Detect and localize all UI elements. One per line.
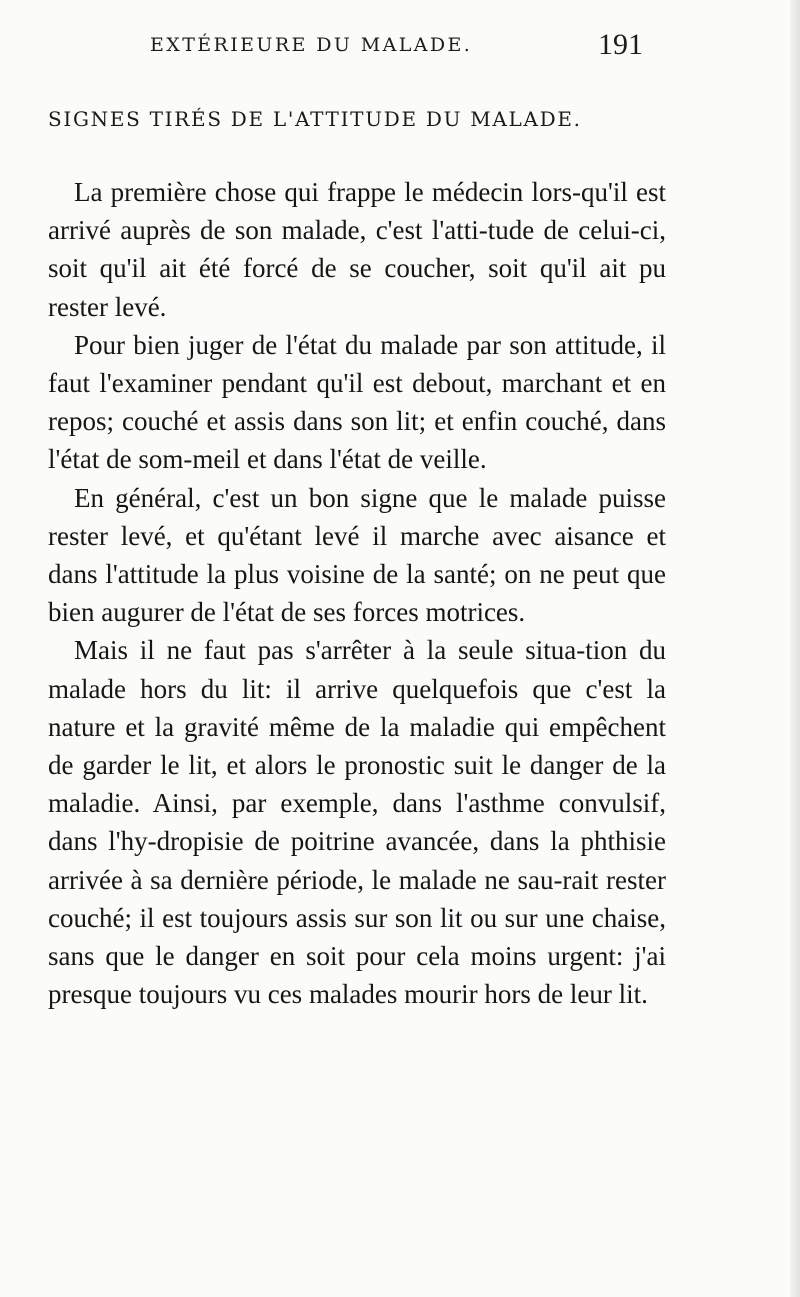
running-head — [0, 30, 800, 60]
paragraph-1: La première chose qui frappe le médecin lors-qu'il est arrivé auprès de son malade, c'est l'atti-tude de celui-ci, soit qu'il ait été forcé de se coucher, soit qu'il ait pu rester levé. — [48, 177, 666, 322]
running-head-title: EXTÉRIEURE DU MALADE. — [150, 34, 473, 56]
body-text — [48, 173, 666, 1013]
paragraph-4: Mais il ne faut pas s'arrêter à la seule situa-tion du malade hors du lit: il arrive quelquefois que c'est la nature et la gravité même de la maladie qui empêchent de garder le lit, et alors le pronostic suit le danger de la maladie. Ainsi, par exemple, dans l'asthme convulsif, dans l'hy-dropisie de poitrine avancée, dans la phthisie arrivée à sa dernière période, le malade ne sau-rait rester couché; il est toujours assis sur son lit ou sur une chaise, sans que le danger en soit pour cela moins urgent: j'ai presque toujours vu ces malades mourir hors de leur lit. — [48, 635, 666, 1010]
section-heading: SIGNES TIRÉS DE L'ATTITUDE DU MALADE. — [48, 107, 582, 131]
paragraph-2: Pour bien juger de l'état du malade par son attitude, il faut l'examiner pendant qu'il est debout, marchant et en repos; couché et assis dans son lit; et enfin couché, dans l'état de som-meil et dans l'état de veille. — [48, 329, 666, 475]
page-edge-shadow — [790, 0, 800, 1297]
page-number: 191 — [598, 28, 643, 61]
paragraph-3: En général, c'est un bon signe que le malade puisse rester levé, et qu'étant levé il marche avec aisance et dans l'attitude la plus voisine de la santé; on ne peut que bien augurer de l'état de ses forces motrices. — [48, 482, 666, 628]
